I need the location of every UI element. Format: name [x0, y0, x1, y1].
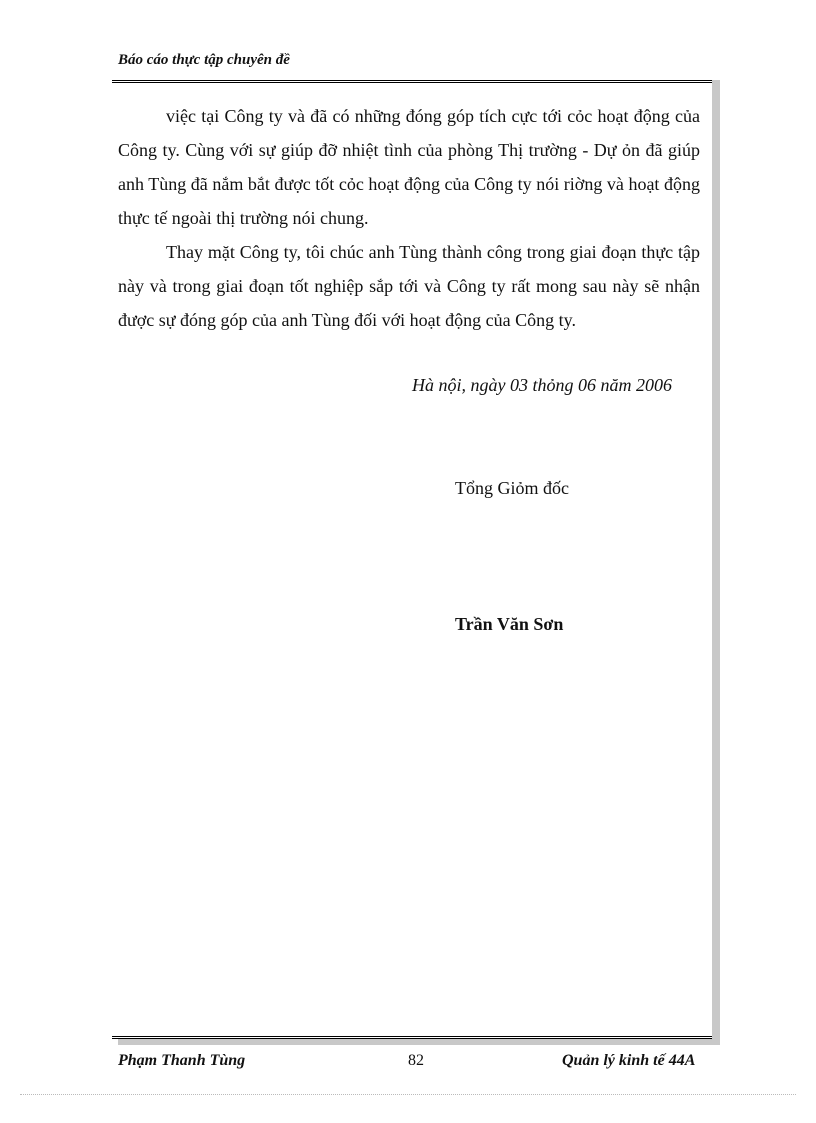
- page-border-shadow-bottom: [118, 1039, 720, 1045]
- footer-page-number: 82: [408, 1052, 424, 1069]
- body-text: [118, 99, 700, 337]
- signature-date: Hà nội, ngày 03 thỏng 06 năm 2006: [412, 375, 672, 395]
- footer-class: Quản lý kinh tế 44A: [562, 1052, 696, 1069]
- paragraph-2: Thay mặt Công ty, tôi chúc anh Tùng thành công trong giai đoạn thực tập này và trong giai đoạn tốt nghiệp sắp tới và Công ty rất mong sau này sẽ nhận được sự đóng góp của anh Tùng đối với hoạt động của Công ty.: [118, 242, 700, 330]
- page-header-title: Báo cáo thực tập chuyên đề: [118, 52, 290, 68]
- signature-role: Tổng Giỏm đốc: [455, 478, 569, 498]
- page-border-shadow-right: [712, 80, 720, 1042]
- footer-author: Phạm Thanh Tùng: [118, 1052, 246, 1069]
- header-rule: [112, 80, 712, 83]
- paragraph-1: việc tại Công ty và đã có những đóng góp tích cực tới cỏc hoạt động của Công ty. Cùng với sự giúp đỡ nhiệt tình của phòng Thị trường - Dự ỏn đã giúp anh Tùng đã nắm bắt được tốt cỏc hoạt động của Công ty nói riờng và hoạt động thực tế ngoài thị trường nói chung.: [118, 106, 700, 228]
- signature-name: Trần Văn Sơn: [455, 614, 564, 634]
- page-edge-marker: [20, 1094, 796, 1095]
